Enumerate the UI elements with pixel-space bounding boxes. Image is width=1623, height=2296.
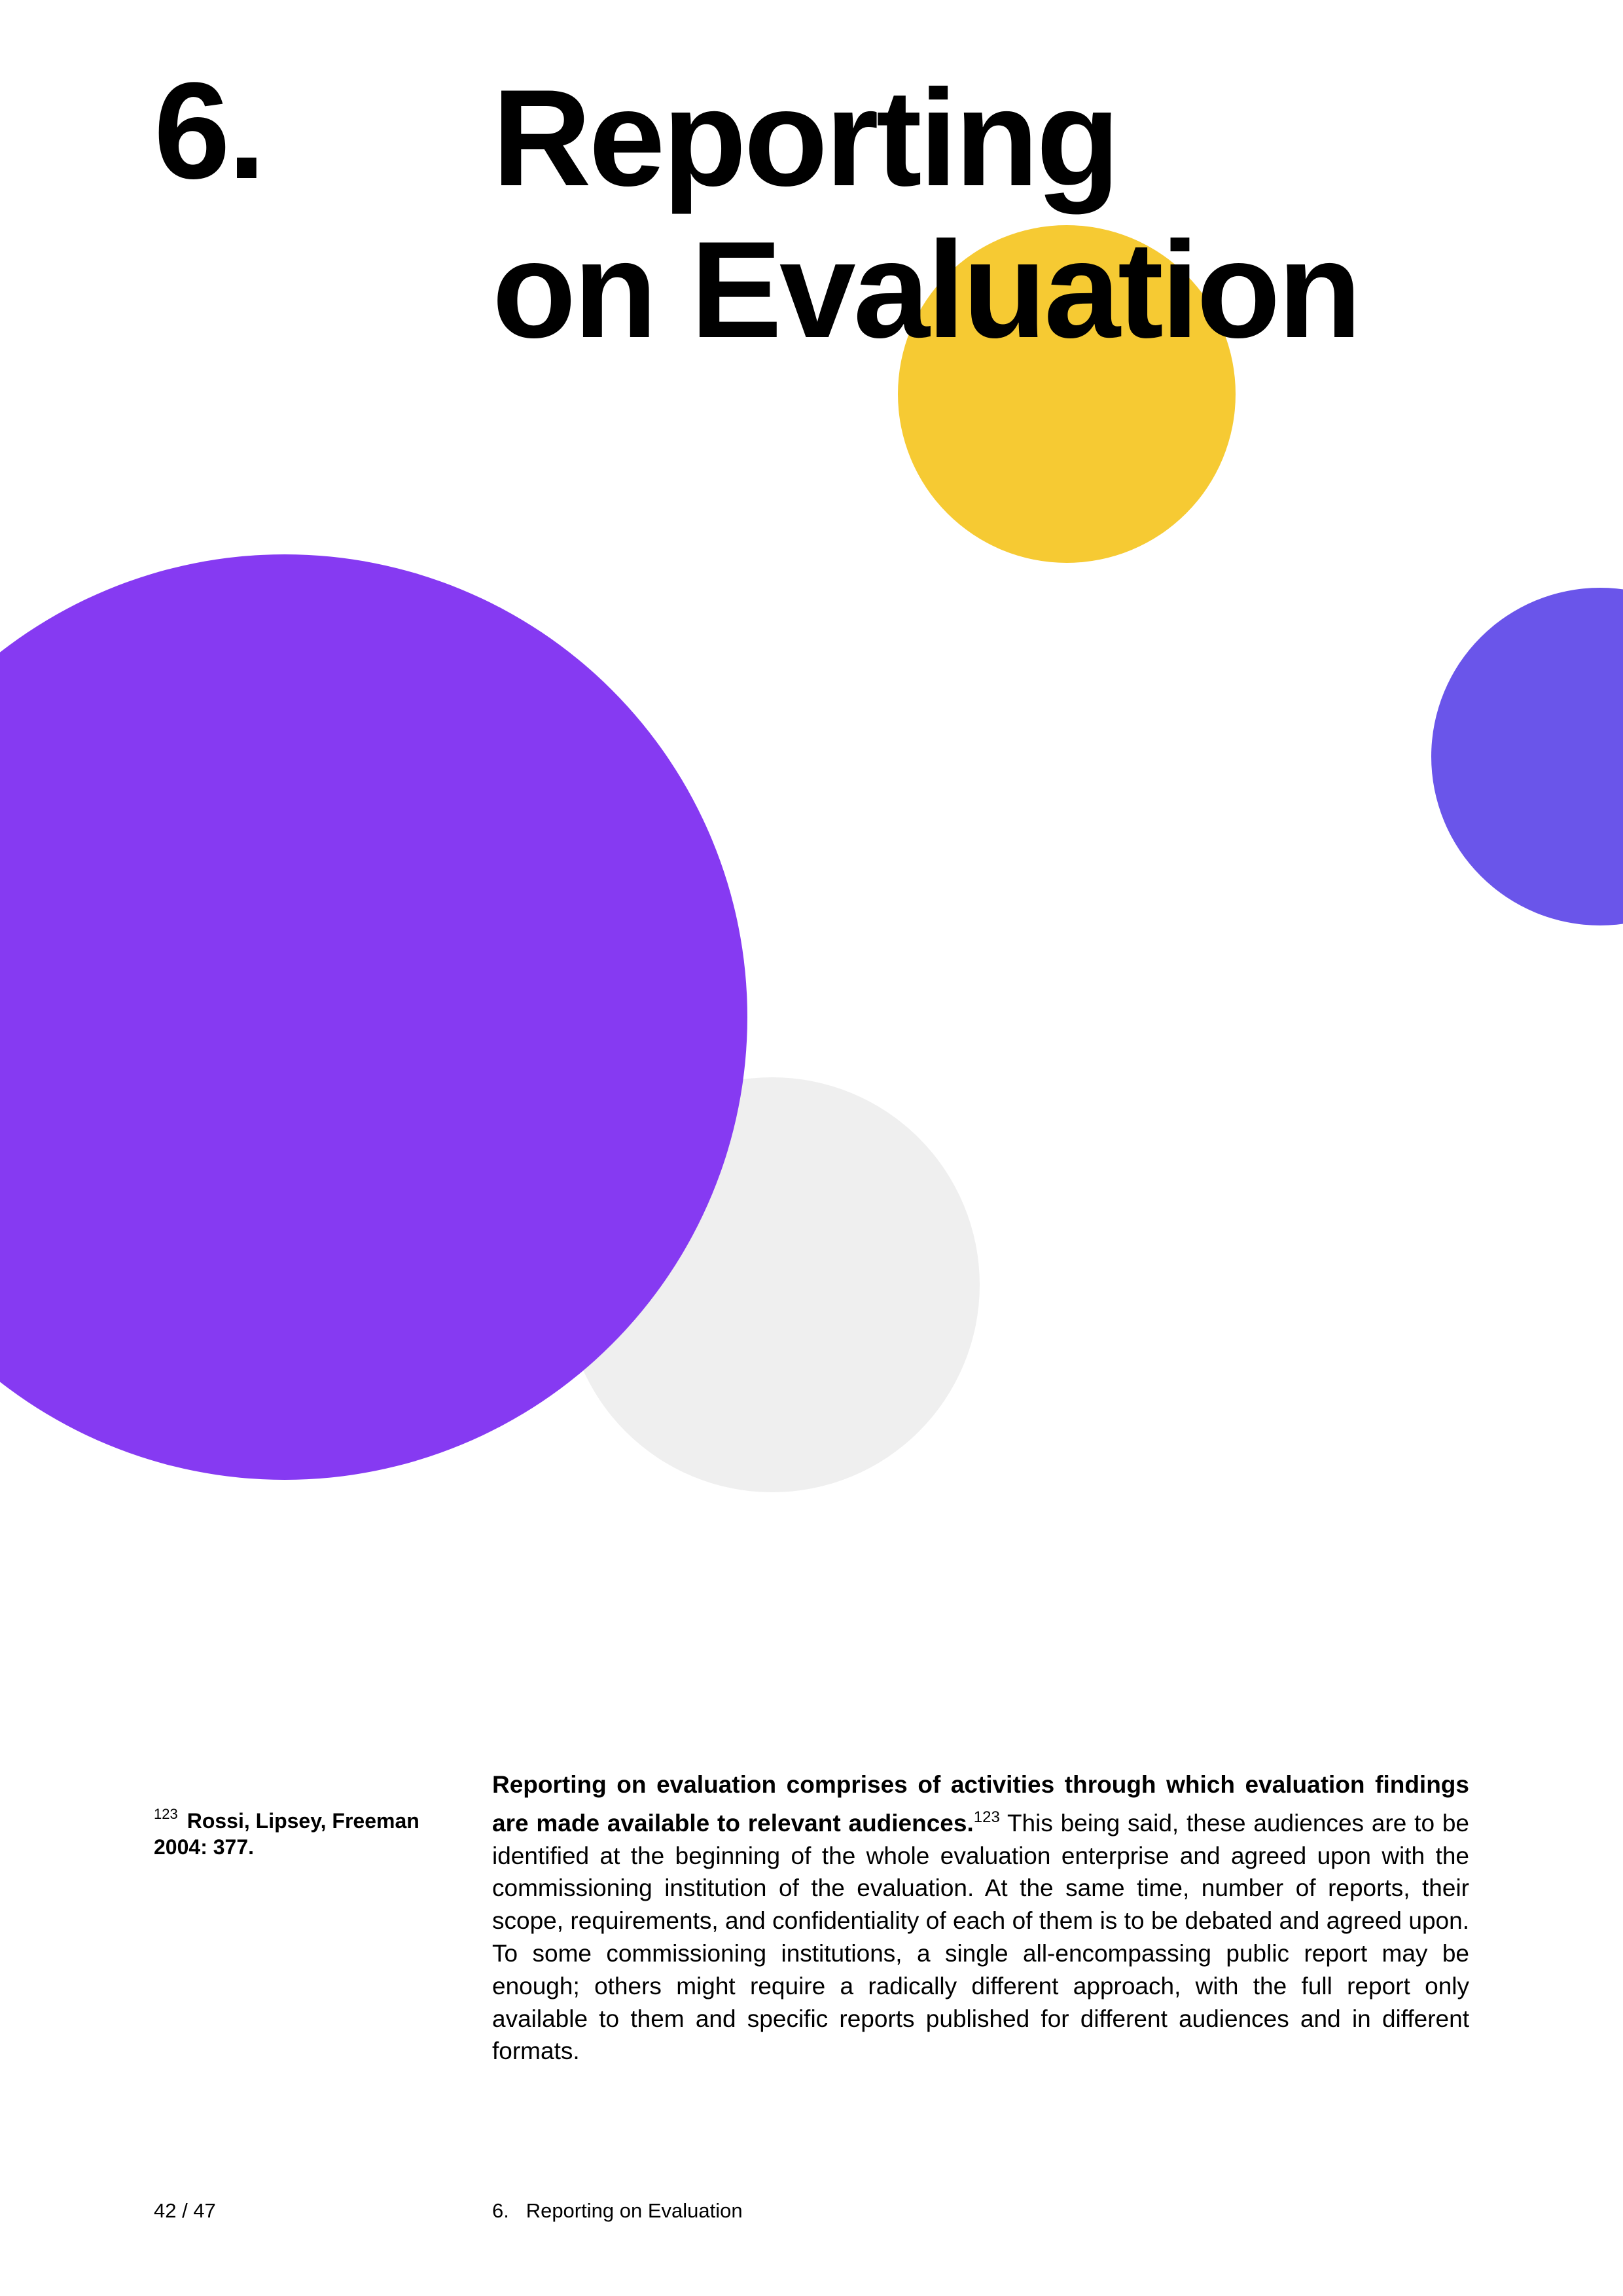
footnote	[154, 1801, 448, 1860]
blue-circle-decoration	[1431, 588, 1623, 925]
footnote-text: Rossi, Lipsey, Freeman 2004: 377.	[154, 1809, 419, 1859]
chapter-title-line-2: on Evaluation	[492, 213, 1359, 367]
body-paragraph	[492, 1768, 1469, 2068]
body-lead-sentence: Reporting on evaluation comprises of activities through which evaluation findings are made available to relevant audiences.	[492, 1771, 1469, 1837]
chapter-title-line-1: Reporting	[492, 61, 1118, 215]
page-number: 42 / 47	[154, 2199, 216, 2222]
footnote-marker: 123	[154, 1806, 178, 1822]
body-text: This being said, these audiences are to be identified at the beginning of the whole evaluation enterprise and agreed upon with the commissioning institution of the evaluation. At the same time, number of reports, their scope, requirements, and confidentiality of each of them is to be debated and agreed upon. To some commissioning institutions, a single all-encompassing public report may be enough; others might require a radically different approach, with the full report only available to them and specific reports published for different audiences and in different formats.	[492, 1809, 1469, 2065]
chapter-number: 6.	[154, 54, 264, 207]
footnote-reference: 123	[973, 1808, 1000, 1826]
running-footer: 6. Reporting on Evaluation	[492, 2199, 743, 2222]
chapter-title	[492, 62, 1359, 366]
